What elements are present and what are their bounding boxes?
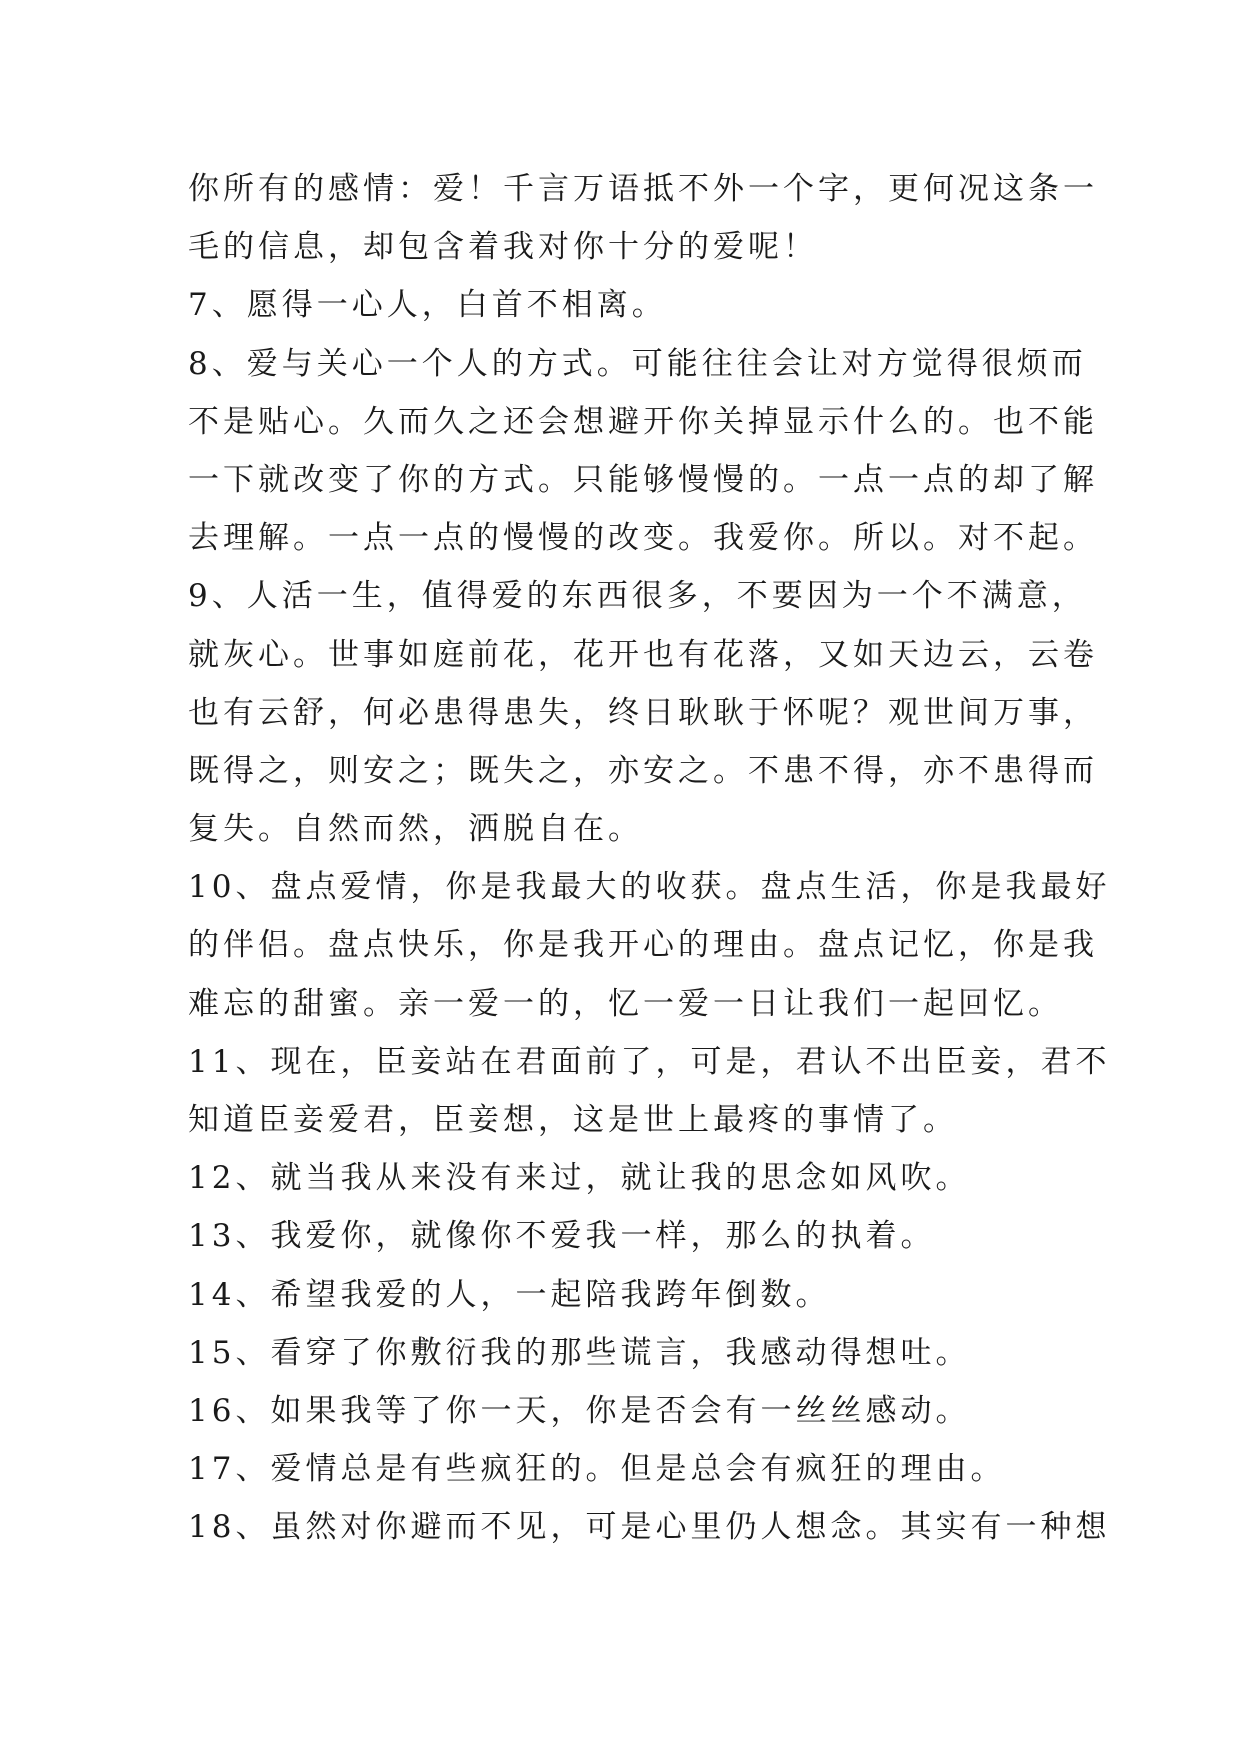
text-line: 不是贴心。久而久之还会想避开你关掉显示什么的。也不能 bbox=[188, 403, 1098, 440]
text-line: 11、现在，臣妾站在君面前了，可是，君认不出臣妾，君不 bbox=[188, 1043, 1111, 1080]
text-line: 8、爱与关心一个人的方式。可能往往会让对方觉得很烦而 bbox=[188, 345, 1087, 382]
text-line: 18、虽然对你避而不见，可是心里仍人想念。其实有一种想 bbox=[188, 1509, 1111, 1546]
text-line: 难忘的甜蜜。亲一爱一的，忆一爱一日让我们一起回忆。 bbox=[188, 985, 1063, 1022]
text-line: 的伴侣。盘点快乐，你是我开心的理由。盘点记忆，你是我 bbox=[188, 927, 1098, 964]
text-line: 也有云舒，何必患得患失，终日耿耿于怀呢？观世间万事， bbox=[188, 694, 1098, 731]
text-line: 你所有的感情：爱！千言万语抵不外一个字，更何况这条一 bbox=[188, 171, 1098, 207]
text-line: 12、就当我从来没有来过，就让我的思念如风吹。 bbox=[188, 1160, 971, 1197]
text-line: 7、愿得一心人，白首不相离。 bbox=[188, 287, 667, 324]
body-text bbox=[188, 160, 1111, 1557]
text-line: 就灰心。世事如庭前花，花开也有花落，又如天边云，云卷 bbox=[188, 636, 1098, 673]
text-line: 一下就改变了你的方式。只能够慢慢的。一点一点的却了解 bbox=[188, 461, 1098, 498]
text-line: 去理解。一点一点的慢慢的改变。我爱你。所以。对不起。 bbox=[188, 520, 1098, 557]
text-line: 既得之，则安之；既失之，亦安之。不患不得，亦不患得而 bbox=[188, 752, 1098, 789]
text-line: 9、人活一生，值得爱的东西很多，不要因为一个不满意， bbox=[188, 578, 1087, 615]
text-line: 13、我爱你，就像你不爱我一样，那么的执着。 bbox=[188, 1218, 936, 1255]
text-line: 15、看穿了你敷衍我的那些谎言，我感动得想吐。 bbox=[188, 1334, 971, 1371]
text-line: 知道臣妾爱君，臣妾想，这是世上最疼的事情了。 bbox=[188, 1102, 958, 1138]
text-line: 10、盘点爱情，你是我最大的收获。盘点生活，你是我最好 bbox=[188, 869, 1111, 906]
text-line: 复失。自然而然，洒脱自在。 bbox=[188, 811, 643, 848]
text-line: 14、希望我爱的人，一起陪我跨年倒数。 bbox=[188, 1276, 831, 1313]
text-line: 毛的信息，却包含着我对你十分的爱呢！ bbox=[188, 229, 818, 266]
text-line: 17、爱情总是有些疯狂的。但是总会有疯狂的理由。 bbox=[188, 1451, 1006, 1488]
text-line: 16、如果我等了你一天，你是否会有一丝丝感动。 bbox=[188, 1392, 971, 1429]
